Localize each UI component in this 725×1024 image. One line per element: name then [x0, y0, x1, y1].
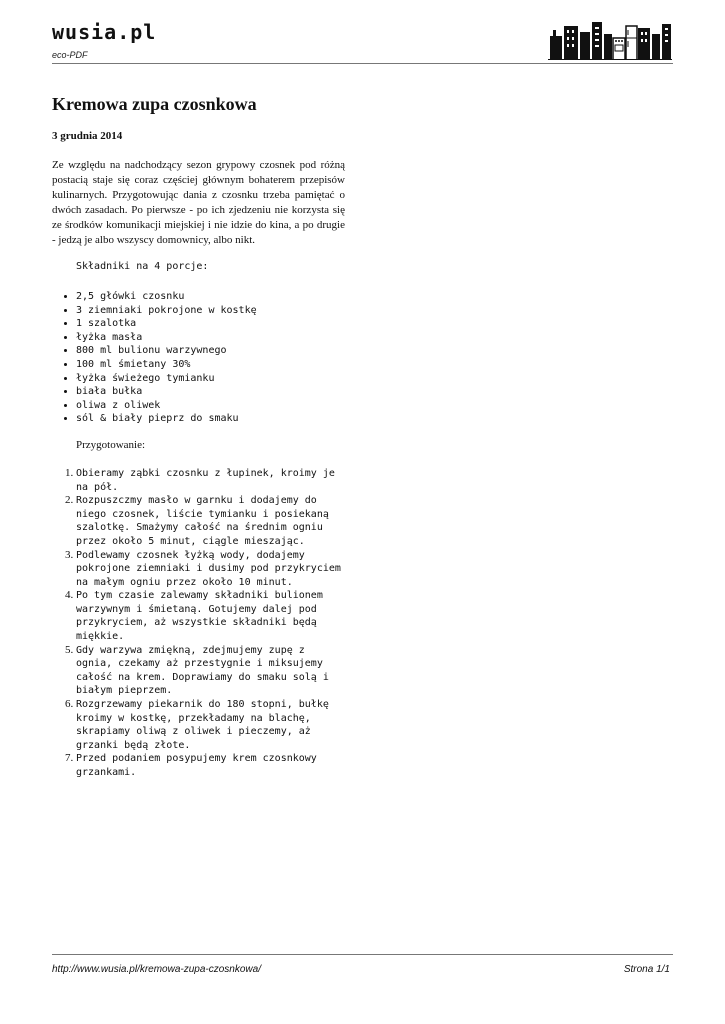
ingredient-item: • łyżka masła [76, 331, 345, 345]
step-item: 3. Podlewamy czosnek łyżką wody, dodajemy pokrojone ziemniaki i dusimy pod przykryciem na małym ogniu przez około 10 minut. [76, 549, 345, 590]
article-intro: Ze względu na nadchodzący sezon grypowy czosnek pod różną postacią staje się coraz częściej głównym bohaterem przepisów kulinarnych. Przygotowując dania z czosnku trzeba pamiętać o dwóch zasadach. Po pierwsze - po ich zjedzeniu nie korzysta się ze środków komunikacji miejskiej i nie idzie do kina, a po drugie - jedzą je albo wszyscy domownicy, albo nikt. [52, 159, 345, 246]
ingredient-item: • 100 ml śmietany 30% [76, 358, 345, 372]
step-item: 2. Rozpuszczmy masło w garnku i dodajemy do niego czosnek, liście tymianku i posiekaną szalotkę. Smażymy całość na średnim ogniu przez około 5 minut, ciągle mieszając. [76, 494, 345, 548]
city-skyline-kitchen-icon [548, 18, 672, 60]
article-body [52, 92, 345, 780]
site-subtitle: eco-PDF [52, 50, 88, 60]
ingredient-item: • 2,5 główki czosnku [76, 290, 345, 304]
preparation-steps [52, 467, 345, 780]
step-item: 4. Po tym czasie zalewamy składniki bulionem warzywnym i śmietaną. Gotujemy dalej pod przykryciem, aż wszystkie składniki będą miękkie. [76, 589, 345, 643]
step-item: 7. Przed podaniem posypujemy krem czosnkowy grzankami. [76, 752, 345, 779]
site-title: wusia.pl [52, 20, 157, 44]
ingredient-item: • 800 ml bulionu warzywnego [76, 344, 345, 358]
article-date: 3 grudnia 2014 [52, 130, 123, 142]
footer-divider [52, 954, 673, 955]
header-divider [52, 63, 673, 64]
ingredient-item: • 3 ziemniaki pokrojone w kostkę [76, 304, 345, 318]
ingredient-item: • biała bułka [76, 385, 345, 399]
footer-url: http://www.wusia.pl/kremowa-zupa-czosnkowa/ [52, 964, 261, 975]
step-item: 1. Obieramy ząbki czosnku z łupinek, kroimy je na pół. [76, 467, 345, 494]
step-item: 5. Gdy warzywa zmiękną, zdejmujemy zupę z ognia, czekamy aż przestygnie i miksujemy całość na krem. Doprawiamy do smaku solą i białym pieprzem. [76, 644, 345, 698]
step-item: 6. Rozgrzewamy piekarnik do 180 stopni, bułkę kroimy w kostkę, przekładamy na blachę, skrapiamy oliwą z oliwek i pieczemy, aż grzanki będą złote. [76, 698, 345, 752]
ingredients-heading: Składniki na 4 porcje: [76, 261, 209, 272]
article-title: Kremowa zupa czosnkowa [52, 94, 257, 114]
ingredient-item: • 1 szalotka [76, 317, 345, 331]
preparation-heading: Przygotowanie: [76, 438, 146, 451]
ingredient-item: • oliwa z oliwek [76, 399, 345, 413]
ingredient-item: • sól & biały pieprz do smaku [76, 412, 345, 426]
ingredient-item: • łyżka świeżego tymianku [76, 372, 345, 386]
footer-page-number: Strona 1/1 [623, 964, 670, 975]
ingredients-list [52, 290, 345, 426]
